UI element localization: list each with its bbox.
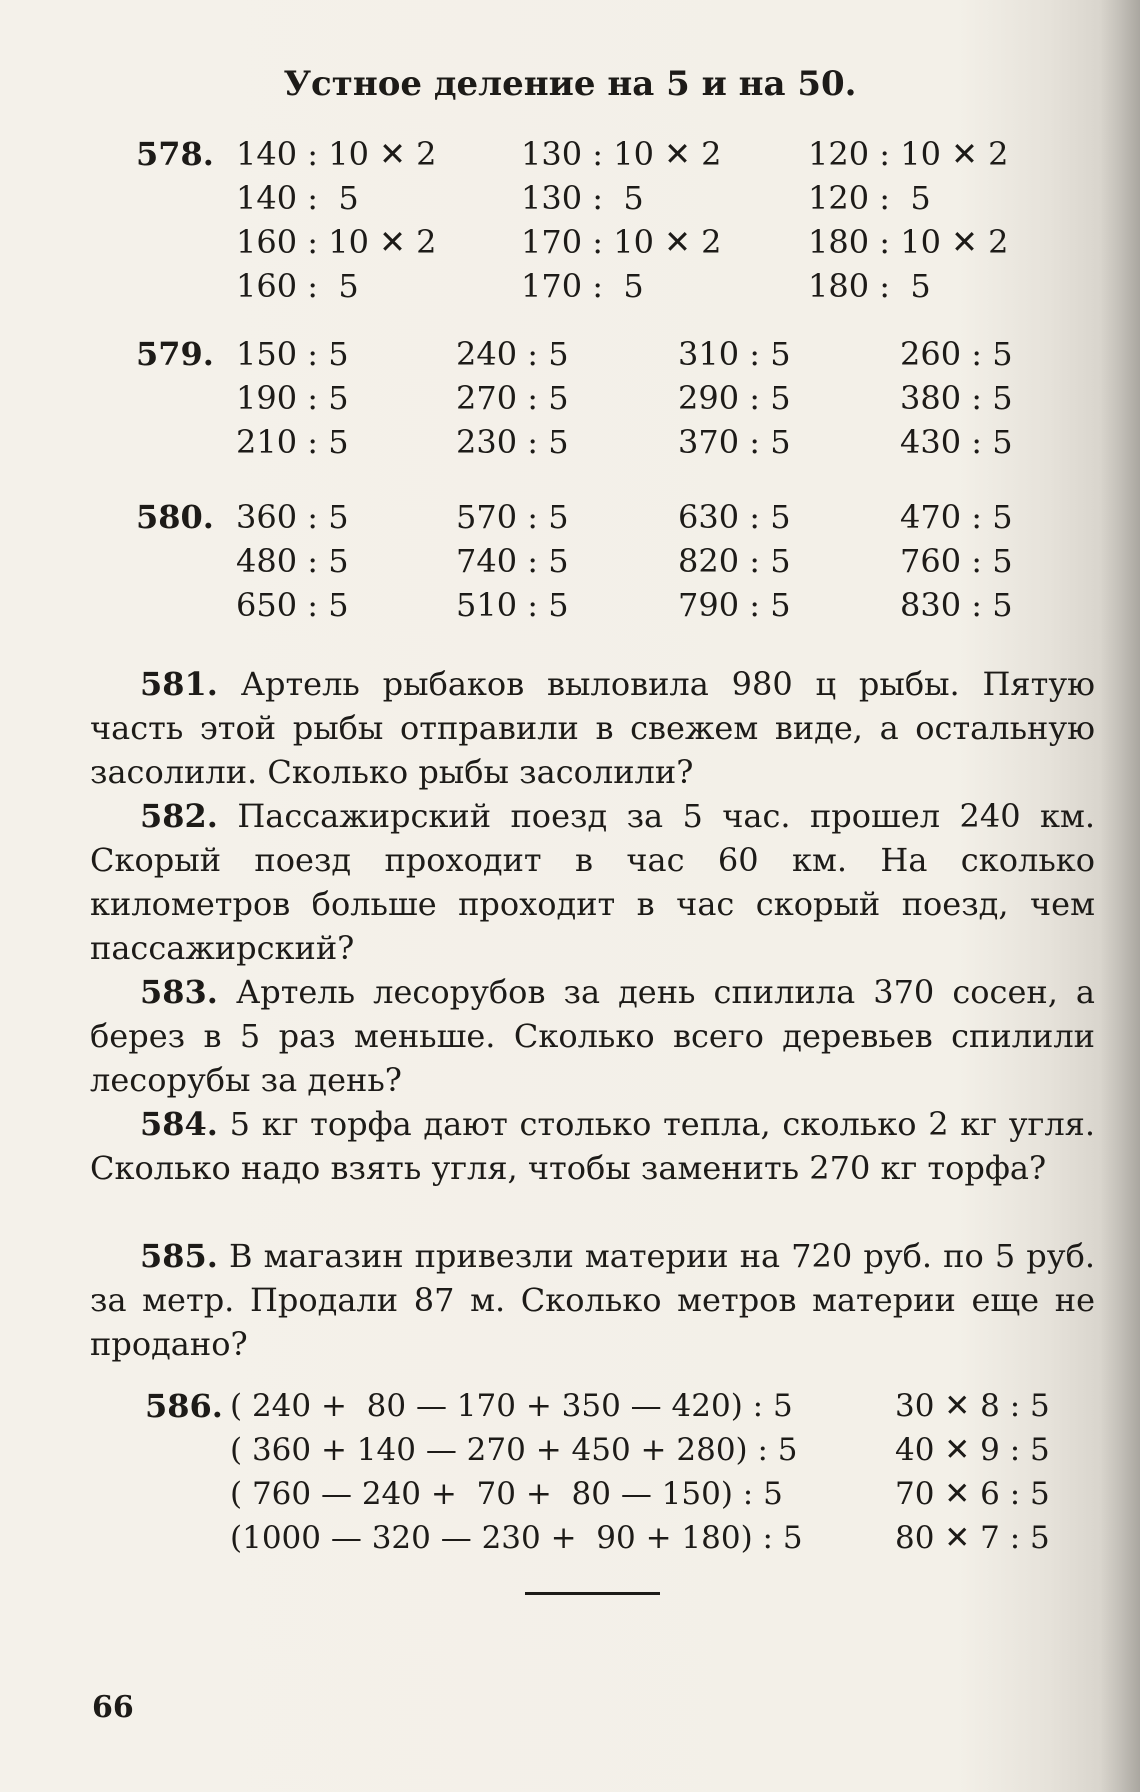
ex579-column-1	[236, 332, 349, 464]
expression: 370 : 5	[678, 423, 791, 461]
problem-581	[90, 662, 1095, 794]
expression: 180 : 10 ✕ 2	[808, 223, 1009, 261]
ex578-column-3	[808, 132, 1008, 308]
expression: 160 : 10 ✕ 2	[236, 223, 437, 261]
ex580-column-4	[900, 495, 1013, 627]
expression: 170 : 5	[521, 267, 644, 305]
expression: 820 : 5	[678, 542, 791, 580]
expression: 80 ✕ 7 : 5	[895, 1520, 1050, 1556]
expression: 510 : 5	[456, 586, 569, 624]
expression: 170 : 10 ✕ 2	[521, 223, 722, 261]
expression: 570 : 5	[456, 498, 569, 536]
ex586-left-column	[230, 1384, 803, 1560]
expression: ( 360 + 140 — 270 + 450 + 280) : 5	[230, 1432, 798, 1468]
problem-582	[90, 794, 1095, 970]
expression: 130 : 10 ✕ 2	[521, 135, 722, 173]
ex580-column-2	[456, 495, 569, 627]
problem-583	[90, 970, 1095, 1102]
expression: 480 : 5	[236, 542, 349, 580]
expression: 740 : 5	[456, 542, 569, 580]
expression: 70 ✕ 6 : 5	[895, 1476, 1050, 1512]
problem-text: Пассажирский поезд за 5 час. прошел 240 км. Скорый поезд проходит в час 60 км. На сколько километров больше проходит в час скорый поезд, чем пассажирский?	[90, 797, 1096, 967]
expression: 830 : 5	[900, 586, 1013, 624]
expression: 380 : 5	[900, 379, 1013, 417]
ex580-column-1	[236, 495, 349, 627]
expression: 650 : 5	[236, 586, 349, 624]
expression: 210 : 5	[236, 423, 349, 461]
expression: 40 ✕ 9 : 5	[895, 1432, 1050, 1468]
expression: 430 : 5	[900, 423, 1013, 461]
problem-text: Артель рыбаков выловила 980 ц рыбы. Пятую часть этой рыбы отправили в свежем виде, а остальную засолили. Сколько рыбы засолили?	[90, 665, 1096, 791]
ex578-column-1	[236, 132, 436, 308]
expression: 790 : 5	[678, 586, 791, 624]
exercise-580-number: 580.	[136, 498, 214, 536]
expression: 140 : 5	[236, 179, 359, 217]
expression: 240 : 5	[456, 335, 569, 373]
expression: 360 : 5	[236, 498, 349, 536]
expression: 270 : 5	[456, 379, 569, 417]
expression: 260 : 5	[900, 335, 1013, 373]
expression: 120 : 10 ✕ 2	[808, 135, 1009, 173]
expression: 630 : 5	[678, 498, 791, 536]
problem-number: 584.	[140, 1105, 218, 1143]
problem-number: 582.	[140, 797, 218, 835]
expression: 190 : 5	[236, 379, 349, 417]
problem-584	[90, 1102, 1095, 1190]
problem-text: Артель лесорубов за день спилила 370 сосен, а берез в 5 раз меньше. Сколько всего деревьев спилили лесорубы за день?	[90, 973, 1095, 1099]
expression: 120 : 5	[808, 179, 931, 217]
expression: 470 : 5	[900, 498, 1013, 536]
expression: ( 760 — 240 + 70 + 80 — 150) : 5	[230, 1476, 783, 1512]
problem-number: 583.	[140, 973, 218, 1011]
ex580-column-3	[678, 495, 791, 627]
exercise-579-number: 579.	[136, 335, 214, 373]
ex578-column-2	[521, 132, 721, 308]
expression: (1000 — 320 — 230 + 90 + 180) : 5	[230, 1520, 803, 1556]
expression: 310 : 5	[678, 335, 791, 373]
expression: 30 ✕ 8 : 5	[895, 1388, 1050, 1424]
expression: 290 : 5	[678, 379, 791, 417]
ex579-column-2	[456, 332, 569, 464]
ex579-column-3	[678, 332, 791, 464]
exercise-578-number: 578.	[136, 135, 214, 173]
expression: 230 : 5	[456, 423, 569, 461]
section-divider	[525, 1592, 660, 1595]
problem-number: 585.	[140, 1237, 218, 1275]
ex579-column-4	[900, 332, 1013, 464]
expression: 150 : 5	[236, 335, 349, 373]
exercise-586-number: 586.	[145, 1387, 223, 1425]
problem-text: В магазин привезли материи на 720 руб. по 5 руб. за метр. Продали 87 м. Сколько метров материи еще не продано?	[90, 1237, 1096, 1363]
problem-number: 581.	[140, 665, 218, 703]
expression: 160 : 5	[236, 267, 359, 305]
problem-text: 5 кг торфа дают столько тепла, сколько 2 кг угля. Сколько надо взять угля, чтобы заменить 270 кг торфа?	[90, 1105, 1096, 1187]
expression: 180 : 5	[808, 267, 931, 305]
expression: ( 240 + 80 — 170 + 350 — 420) : 5	[230, 1388, 793, 1424]
section-title: Устное деление на 5 и на 50.	[283, 64, 857, 104]
expression: 140 : 10 ✕ 2	[236, 135, 437, 173]
page-edge-shadow	[1100, 0, 1140, 1792]
expression: 130 : 5	[521, 179, 644, 217]
ex586-right-column	[895, 1384, 1050, 1560]
problem-585	[90, 1234, 1095, 1366]
expression: 760 : 5	[900, 542, 1013, 580]
page-number: 66	[92, 1690, 134, 1725]
